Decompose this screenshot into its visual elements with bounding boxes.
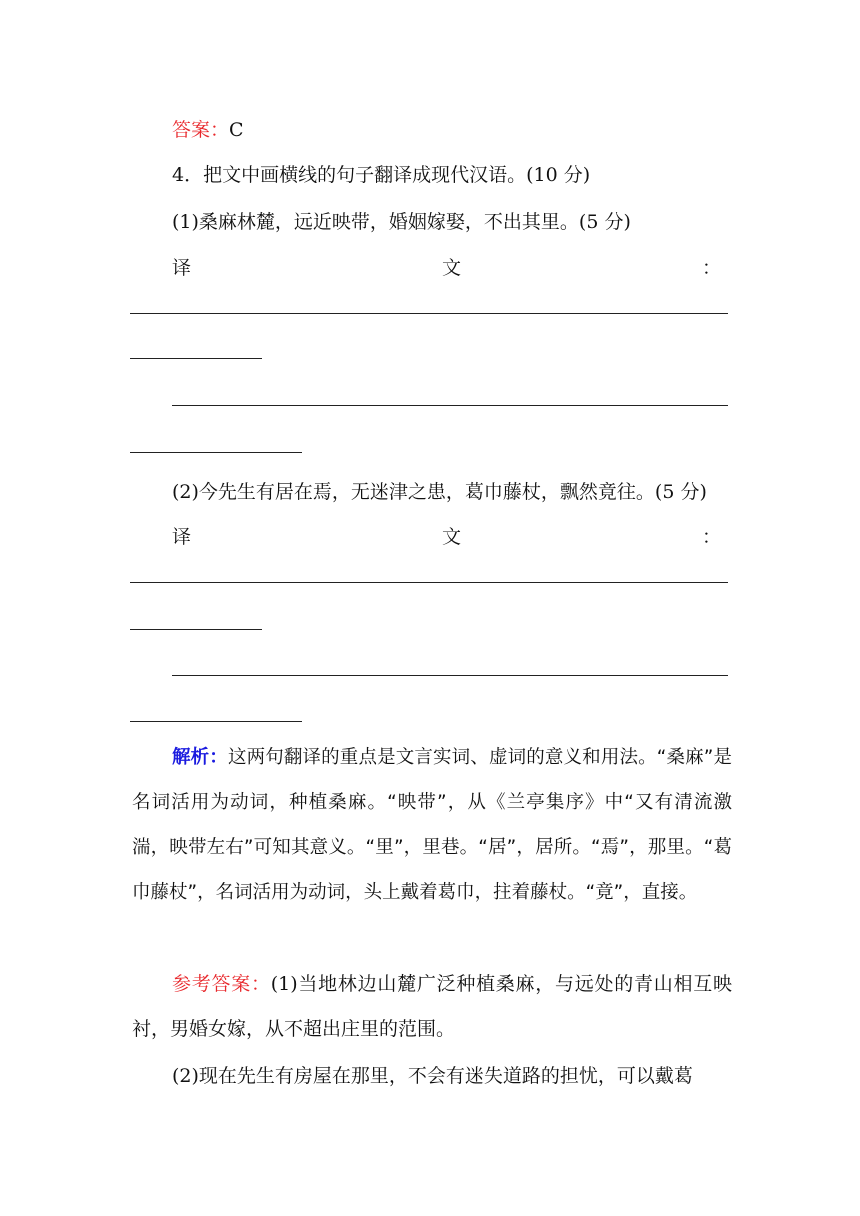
answer-blank-line[interactable] [130,313,728,314]
answer-label: 答案： [172,119,230,141]
analysis-text: 这两句翻译的重点是文言实词、虚词的意义和用法。“桑麻”是名词活用为动词，种植桑麻。“映带”，从《兰亭集序》中“又有清流激湍，映带左右”可知其意义。“里”，里巷。“居”，居所。“焉”，那里。“葛巾藤杖”，名词活用为动词，头上戴着葛巾，拄着藤杖。“竟”，直接。 [132,747,732,903]
reference-answer-1-text: (1)当地林边山麓广泛种植桑麻，与远处的青山相互映衬，男婚女嫁，从不超出庄里的范围。 [132,973,732,1040]
translation-char-colon: ： [702,526,722,548]
answer-blank-line[interactable] [130,358,262,359]
answer-blank-line[interactable] [172,675,728,676]
translation-char-yi: 译 [172,526,192,548]
analysis-paragraph [132,735,732,915]
translation-char-wen: 文 [442,257,462,279]
question-4-sentence-2: (2)今先生有居在焉，无迷津之患，葛巾藤杖，飘然竟往。(5 分) [172,481,707,503]
answer-line [172,115,244,142]
answer-blank-line[interactable] [130,629,262,630]
reference-answer-2: (2)现在先生有房屋在那里，不会有迷失道路的担忧，可以戴葛 [172,1065,693,1087]
answer-blank-line[interactable] [172,405,728,406]
analysis-label: 解析： [172,747,228,768]
answer-blank-line[interactable] [130,452,302,453]
translation-char-wen: 文 [442,526,462,548]
answer-blank-line[interactable] [130,582,728,583]
translation-char-yi: 译 [172,257,192,279]
answer-blank-line[interactable] [130,721,302,722]
reference-answer-1 [132,962,732,1052]
answer-value: C [229,119,244,141]
question-4-title: 4．把文中画横线的句子翻译成现代汉语。(10 分) [172,164,591,186]
question-4-sentence-1: (1)桑麻林麓，远近映带，婚姻嫁娶，不出其里。(5 分) [172,211,631,233]
reference-label: 参考答案： [172,973,271,995]
translation-char-colon: ： [702,257,722,279]
